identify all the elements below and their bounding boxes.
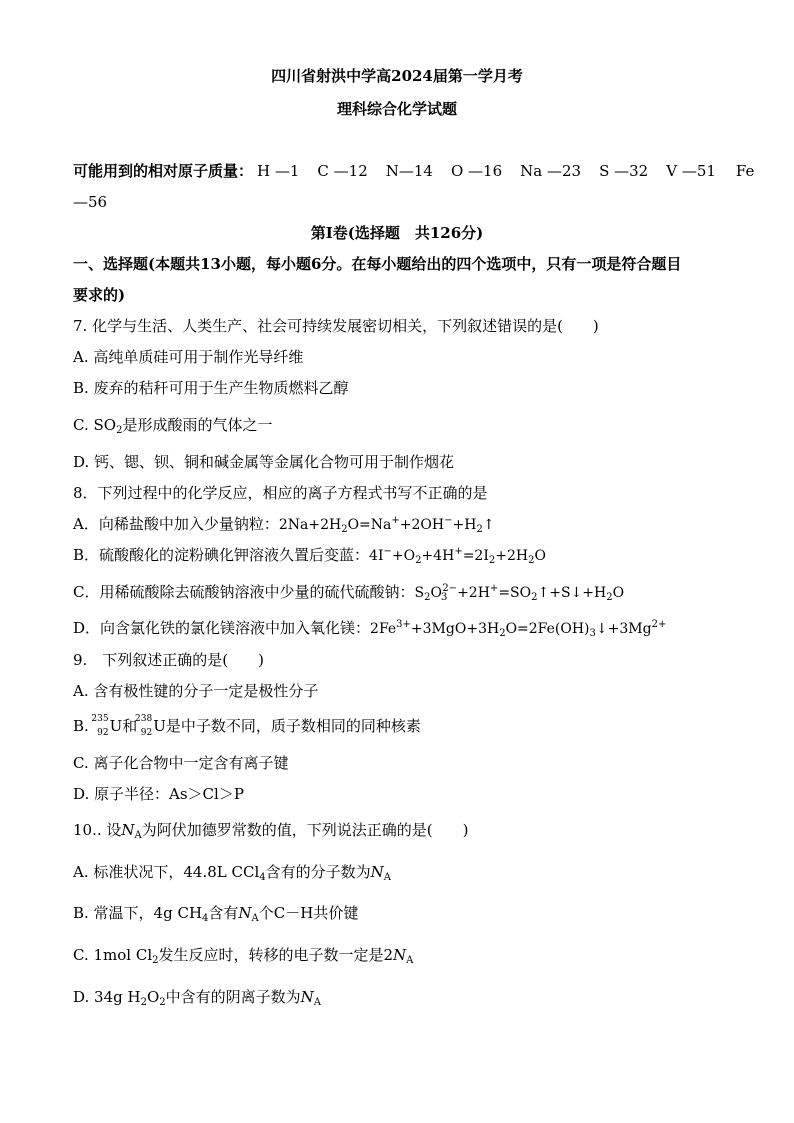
avogadro-sub: A bbox=[313, 997, 322, 1008]
mass-item-n: N—14 bbox=[385, 162, 433, 180]
q8-option-a bbox=[73, 514, 495, 535]
mass-item-fe: Fe bbox=[735, 162, 755, 180]
q10-d-o: O bbox=[146, 988, 160, 1006]
q10-stem-prefix: 10.. 设 bbox=[73, 821, 122, 839]
q8-c-text: C．用稀硫酸除去硫酸钠溶液中少量的硫代硫酸钠： bbox=[73, 583, 415, 601]
q10-c-prefix: C. 1mol Cl bbox=[73, 946, 153, 964]
q10-d-mid: 中含有的阴离子数为 bbox=[165, 988, 301, 1006]
q10-a-mid: 含有的分子数为 bbox=[265, 863, 371, 881]
q10-c-sub: 2 bbox=[152, 955, 159, 966]
q8-b-equation: $4I^-+O_2+4H^+=2I_2+2H_2O$ bbox=[369, 546, 546, 566]
isotope-u238-numbers: 238 92 bbox=[135, 714, 153, 738]
mass-item-v: V —51 bbox=[666, 162, 716, 180]
q9-b-and: 和 bbox=[122, 717, 138, 735]
avogadro-symbol: N bbox=[238, 904, 252, 922]
q8-b-text: B．硫酸酸化的淀粉碘化钾溶液久置后变蓝： bbox=[73, 546, 370, 564]
q8-a-text: A．向稀盐酸中加入少量钠粒： bbox=[73, 515, 279, 533]
avogadro-symbol: N bbox=[393, 946, 407, 964]
q10-option-b bbox=[73, 903, 358, 923]
q8-option-b bbox=[73, 545, 546, 566]
q10-a-sub: 4 bbox=[259, 872, 266, 883]
q7-stem: 7. 化学与生活、人类生产、社会可持续发展密切相关，下列叙述错误的是( ) bbox=[73, 317, 599, 335]
mass-item-na: Na —23 bbox=[520, 162, 582, 180]
q9-option-b bbox=[73, 716, 421, 736]
q9-b-rest: 是中子数不同，质子数相同的同种核素 bbox=[165, 717, 421, 735]
q7-option-d: D. 钙、锶、钡、铜和碱金属等金属化合物可用于制作烟花 bbox=[73, 453, 455, 471]
q10-d-prefix: D. 34g H bbox=[73, 988, 141, 1006]
exam-subtitle: 理科综合化学试题 bbox=[336, 100, 457, 118]
q10-option-d bbox=[73, 987, 321, 1007]
q8-c-equation: $S_2O_3^{2-}+2H^+=SO_2↑+S↓+H_2O$ bbox=[414, 583, 625, 603]
q10-option-c bbox=[73, 945, 413, 965]
q8-stem: 8．下列过程中的化学反应，相应的离子方程式书写不正确的是 bbox=[73, 484, 488, 502]
avogadro-symbol: N bbox=[121, 821, 135, 839]
q10-d-sub2: 2 bbox=[159, 997, 166, 1008]
isotope-u235-symbol: U bbox=[109, 717, 123, 735]
q8-option-d bbox=[73, 618, 666, 639]
q7-option-c bbox=[73, 415, 272, 435]
q7-option-b: B. 废弃的秸秆可用于生产生物质燃料乙醇 bbox=[73, 379, 349, 397]
isotope-u235-numbers: 235 92 bbox=[91, 714, 109, 738]
q7-c-prefix: C. SO bbox=[73, 416, 117, 434]
q10-option-a bbox=[73, 862, 391, 882]
section-instructions-line2: 要求的) bbox=[73, 286, 126, 304]
avogadro-sub: A bbox=[406, 955, 414, 966]
atomic-masses-continuation: —56 bbox=[73, 193, 108, 211]
q10-stem bbox=[73, 820, 468, 840]
q8-d-equation: $2Fe^{3+}+3MgO+3H_2O=2Fe(OH)_3↓+3Mg^{2+}$ bbox=[370, 619, 667, 639]
q9-stem: 9. 下列叙述正确的是( ) bbox=[73, 651, 265, 669]
section-instructions-line1: 一、选择题(本题共13小题，每小题6分。在每小题给出的四个选项中，只有一项是符合题目 bbox=[73, 255, 682, 273]
q7-c-sub: 2 bbox=[116, 425, 123, 436]
avogadro-symbol: N bbox=[370, 863, 384, 881]
exam-title: 四川省射洪中学高2024届第一学月考 bbox=[271, 67, 523, 85]
q10-stem-rest: 为阿伏加德罗常数的值，下列说法正确的是( ) bbox=[141, 821, 469, 839]
q8-option-c bbox=[73, 582, 624, 603]
q9-b-prefix: B. bbox=[73, 717, 94, 735]
avogadro-sub: A bbox=[134, 830, 142, 841]
q10-c-mid: 发生反应时，转移的电子数一定是2 bbox=[158, 946, 394, 964]
atomic-masses-line bbox=[73, 161, 754, 181]
q7-c-rest: 是形成酸雨的气体之一 bbox=[122, 416, 273, 434]
mass-item-s: S —32 bbox=[599, 162, 649, 180]
q9-option-a: A. 含有极性键的分子一定是极性分子 bbox=[73, 682, 319, 700]
q8-d-text: D．向含氯化铁的氯化镁溶液中加入氧化镁： bbox=[73, 619, 371, 637]
q10-b-prefix: B. 常温下，4g CH bbox=[73, 904, 203, 922]
q9-option-c: C. 离子化合物中一定含有离子键 bbox=[73, 754, 289, 772]
q10-d-sub1: 2 bbox=[140, 997, 147, 1008]
q7-option-a: A. 高纯单质硅可用于制作光导纤维 bbox=[73, 348, 304, 366]
section-title: 第Ⅰ卷(选择题 共126分) bbox=[310, 224, 484, 242]
q10-b-rest: 个C－H共价键 bbox=[258, 904, 359, 922]
q10-b-sub: 4 bbox=[202, 913, 209, 924]
q8-a-equation: $2Na+2H_2O=Na^++2OH^-+H_2↑$ bbox=[278, 515, 495, 535]
mass-item-c: C —12 bbox=[317, 162, 368, 180]
atomic-masses-label: 可能用到的相对原子质量： bbox=[73, 162, 254, 180]
avogadro-sub: A bbox=[383, 872, 391, 883]
q9-option-d: D. 原子半径：As＞Cl＞P bbox=[73, 785, 244, 803]
q10-a-prefix: A. 标准状况下，44.8L CCl bbox=[73, 863, 260, 881]
avogadro-sub: A bbox=[251, 913, 259, 924]
isotope-u238-symbol: U bbox=[153, 717, 166, 735]
avogadro-symbol: N bbox=[300, 988, 314, 1006]
q10-b-mid: 含有 bbox=[208, 904, 239, 922]
mass-item-h: H —1 bbox=[257, 162, 300, 180]
mass-item-o: O —16 bbox=[450, 162, 503, 180]
